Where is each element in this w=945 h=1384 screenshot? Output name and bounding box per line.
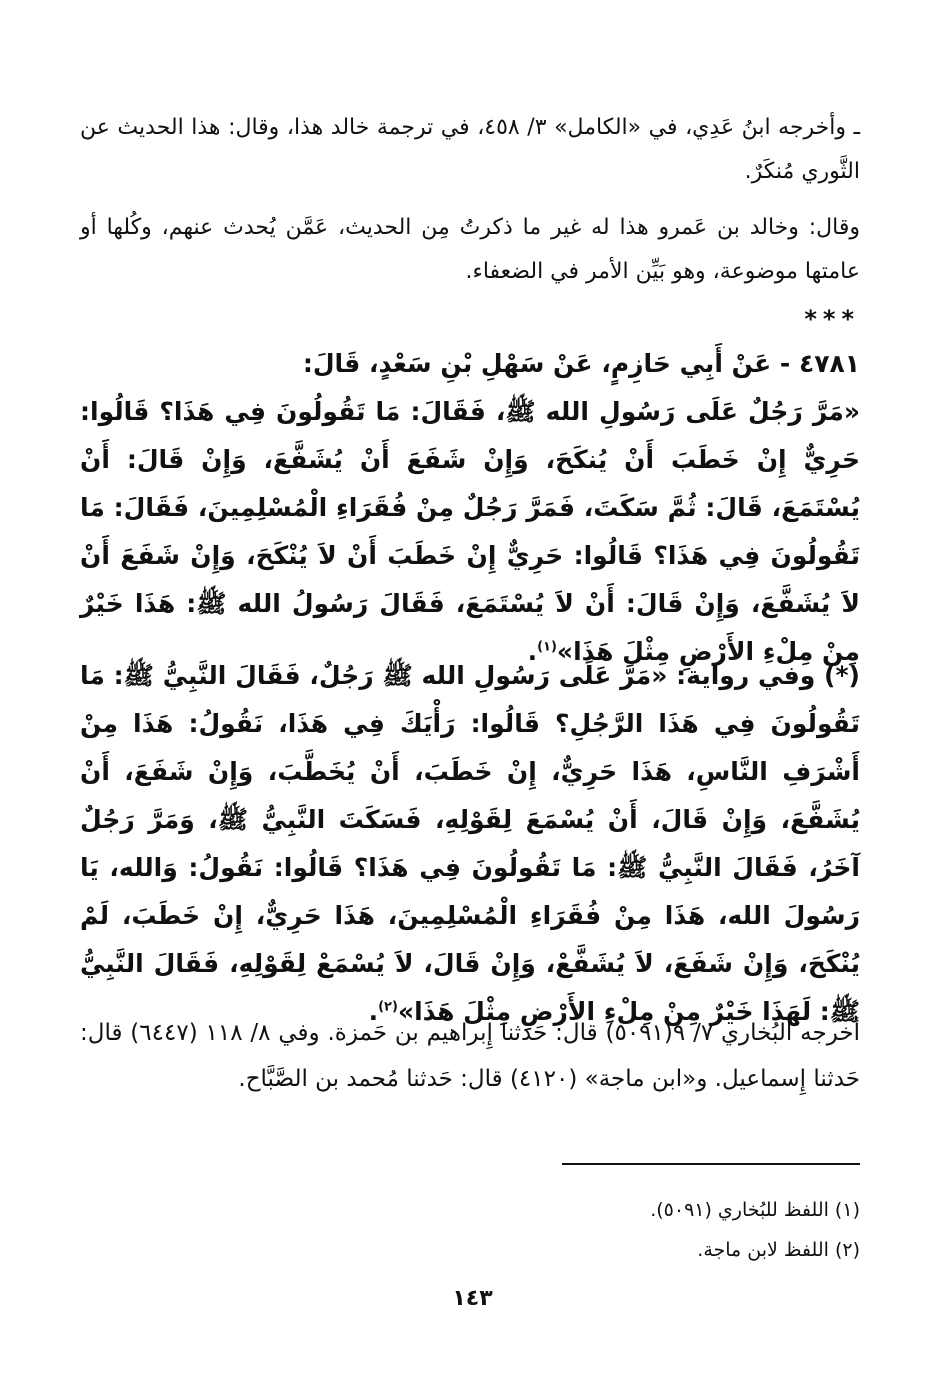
note-paragraph-1: ـ وأخرجه ابنُ عَدِي، في «الكامل» ٣/ ٤٥٨، في ترجمة خالد هذا، وقال: هذا الحديث عن الثَّوري مُنكَرٌ.: [80, 115, 861, 184]
page-number: ١٤٣: [452, 1286, 493, 1311]
intro-note: [80, 106, 860, 194]
hadith-main-text: «مَرَّ رَجُلٌ عَلَى رَسُولِ الله ﷺ، فَقَالَ: مَا تَقُولُونَ فِي هَذَا؟ قَالُوا: حَرِيٌّ إِنْ خَطَبَ أَنْ يُنكَحَ، وَإِنْ شَفَعَ أَنْ يُشَفَّعَ، وَإِنْ قَالَ: أَنْ يُسْتَمَعَ، قَالَ: ثُمَّ سَكَتَ، فَمَرَّ رَجُلٌ مِنْ فُقَرَاءِ الْمُسْلِمِينَ، فَقَالَ: مَا تَقُولُونَ فِي هَذَا؟ قَالُوا: حَرِيٌّ إِنْ خَطَبَ أَنْ لاَ يُنْكَحَ، وَإِنْ شَفَعَ أَنْ لاَ يُشَفَّعَ، وَإِنْ قَالَ: أَنْ لاَ يُسْتَمَعَ، فَقَالَ رَسُولُ الله ﷺ: هَذَا خَيْرٌ مِنْ مِلْءِ الأَرْضِ مِثْلَ هَذَا»: [80, 397, 860, 666]
hadith-text: «مَرَّ رَجُلٌ عَلَى رَسُولِ الله ﷺ، فَقَالَ: مَا تَقُولُونَ فِي هَذَا؟ قَالُوا: حَرِيٌّ إِنْ خَطَبَ أَنْ يُنكَحَ، وَإِنْ شَفَعَ أَنْ يُشَفَّعَ، وَإِنْ قَالَ: أَنْ يُسْتَمَعَ، قَالَ: ثُمَّ سَكَتَ، فَمَرَّ رَجُلٌ مِنْ فُقَرَاءِ الْمُسْلِمِينَ، فَقَالَ: مَا تَقُولُونَ فِي هَذَا؟ قَالُوا: حَرِيٌّ إِنْ خَطَبَ أَنْ لاَ يُنْكَحَ، وَإِنْ شَفَعَ أَنْ لاَ يُشَفَّعَ، وَإِنْ قَالَ: أَنْ لاَ يُسْتَمَعَ، فَقَالَ رَسُولُ الله ﷺ: هَذَا خَيْرٌ مِنْ مِلْءِ الأَرْضِ مِثْلَ هَذَا»$^{(١)}$.: [80, 397, 860, 666]
stars-separator: ***: [804, 305, 860, 333]
intro-note-2: [80, 206, 860, 294]
separator: [80, 302, 860, 336]
footnote-divider: [562, 1163, 860, 1165]
footnote-1: (١) اللفظ للبُخاري (٥٠٩١).: [650, 1199, 860, 1221]
riwaya-main-text: (*) وفي رواية: «مَرَّ عَلَى رَسُولِ الله ﷺ رَجُلٌ، فَقَالَ النَّبِيُّ ﷺ: مَا تَقُولُونَ فِي هَذَا الرَّجُلِ؟ قَالُوا: رَأْيَكَ فِي هَذَا، نَقُولُ: هَذَا مِنْ أَشْرَفِ النَّاسِ، هَذَا حَرِيٌّ، إِنْ خَطَبَ، أَنْ يُخَطَّبَ، وَإِنْ شَفَعَ، أَنْ يُشَفَّعَ، وَإِنْ قَالَ، أَنْ يُسْمَعَ لِقَوْلِهِ، فَسَكَتَ النَّبِيُّ ﷺ، وَمَرَّ رَجُلٌ آخَرُ، فَقَالَ النَّبِيُّ ﷺ: مَا تَقُولُونَ فِي هَذَا؟ قَالُوا: نَقُولُ: وَالله، يَا رَسُولَ الله، هَذَا مِنْ فُقَرَاءِ الْمُسْلِمِينَ، هَذَا حَرِيٌّ، إِنْ خَطَبَ، لَمْ يُنْكَحَ، وَإِنْ شَفَعَ، لاَ يُشَفَّعْ، وَإِنْ قَالَ، لاَ يُسْمَعْ لِقَوْلِهِ، فَقَالَ النَّبِيُّ ﷺ: لَهَذَا خَيْرٌ مِنْ مِلْءِ الأَرْضِ مِثْلَ هَذَا»: [80, 661, 860, 1026]
hadith-header: [80, 340, 860, 388]
takhrij-block: [80, 1010, 860, 1102]
riwaya-text: (*) وفي رواية: «مَرَّ عَلَى رَسُولِ الله ﷺ رَجُلٌ، فَقَالَ النَّبِيُّ ﷺ: مَا تَقُولُونَ فِي هَذَا الرَّجُلِ؟ قَالُوا: رَأْيَكَ فِي هَذَا، نَقُولُ: هَذَا مِنْ أَشْرَفِ النَّاسِ، هَذَا حَرِيٌّ، إِنْ خَطَبَ، أَنْ يُخَطَّبَ، وَإِنْ شَفَعَ، أَنْ يُشَفَّعَ، وَإِنْ قَالَ، أَنْ يُسْمَعَ لِقَوْلِهِ، فَسَكَتَ النَّبِيُّ ﷺ، وَمَرَّ رَجُلٌ آخَرُ، فَقَالَ النَّبِيُّ ﷺ: مَا تَقُولُونَ فِي هَذَا؟ قَالُوا: نَقُولُ: وَالله، يَا رَسُولَ الله، هَذَا مِنْ فُقَرَاءِ الْمُسْلِمِينَ، هَذَا حَرِيٌّ، إِنْ خَطَبَ، لَمْ يُنْكَحَ، وَإِنْ شَفَعَ، لاَ يُشَفَّعْ، وَإِنْ قَالَ، لاَ يُسْمَعْ لِقَوْلِهِ، فَقَالَ النَّبِيُّ ﷺ: لَهَذَا خَيْرٌ مِنْ مِلْءِ الأَرْضِ مِثْلَ هَذَا»$^{(٢)}$.: [80, 661, 860, 1026]
note-paragraph-2: وقال: وخالد بن عَمرو هذا له غير ما ذكرتُ مِن الحديث، عَمَّن يُحدث عنهم، وكُلها أو عامتها موضوعة، وهو بَيِّن الأمر في الضعفاء.: [80, 215, 860, 284]
takhrij-text: أخرجه البُخاري ٧/ ٩(٥٠٩١) قال: حَدثنا إِبراهيم بن حَمزة. وفي ٨/ ١١٨ (٦٤٤٧) قال: حَدثنا إِسماعيل. و«ابن ماجة» (٤١٢٠) قال: حَدثنا مُحمد بن الصَّبَّاح.: [80, 1020, 861, 1092]
hadith-number-line: ٤٧٨١ - عَنْ أَبِي حَازِمٍ، عَنْ سَهْلِ بْنِ سَعْدٍ، قَالَ:: [302, 349, 860, 378]
hadith-body: [80, 388, 860, 676]
riwaya-body: [80, 652, 860, 1036]
footnote-2: (٢) اللفظ لابن ماجة.: [697, 1239, 860, 1261]
footnote-ref-2: (٢): [378, 999, 398, 1015]
footnotes: [80, 1190, 860, 1270]
footnote-ref-1: (١): [537, 639, 557, 655]
